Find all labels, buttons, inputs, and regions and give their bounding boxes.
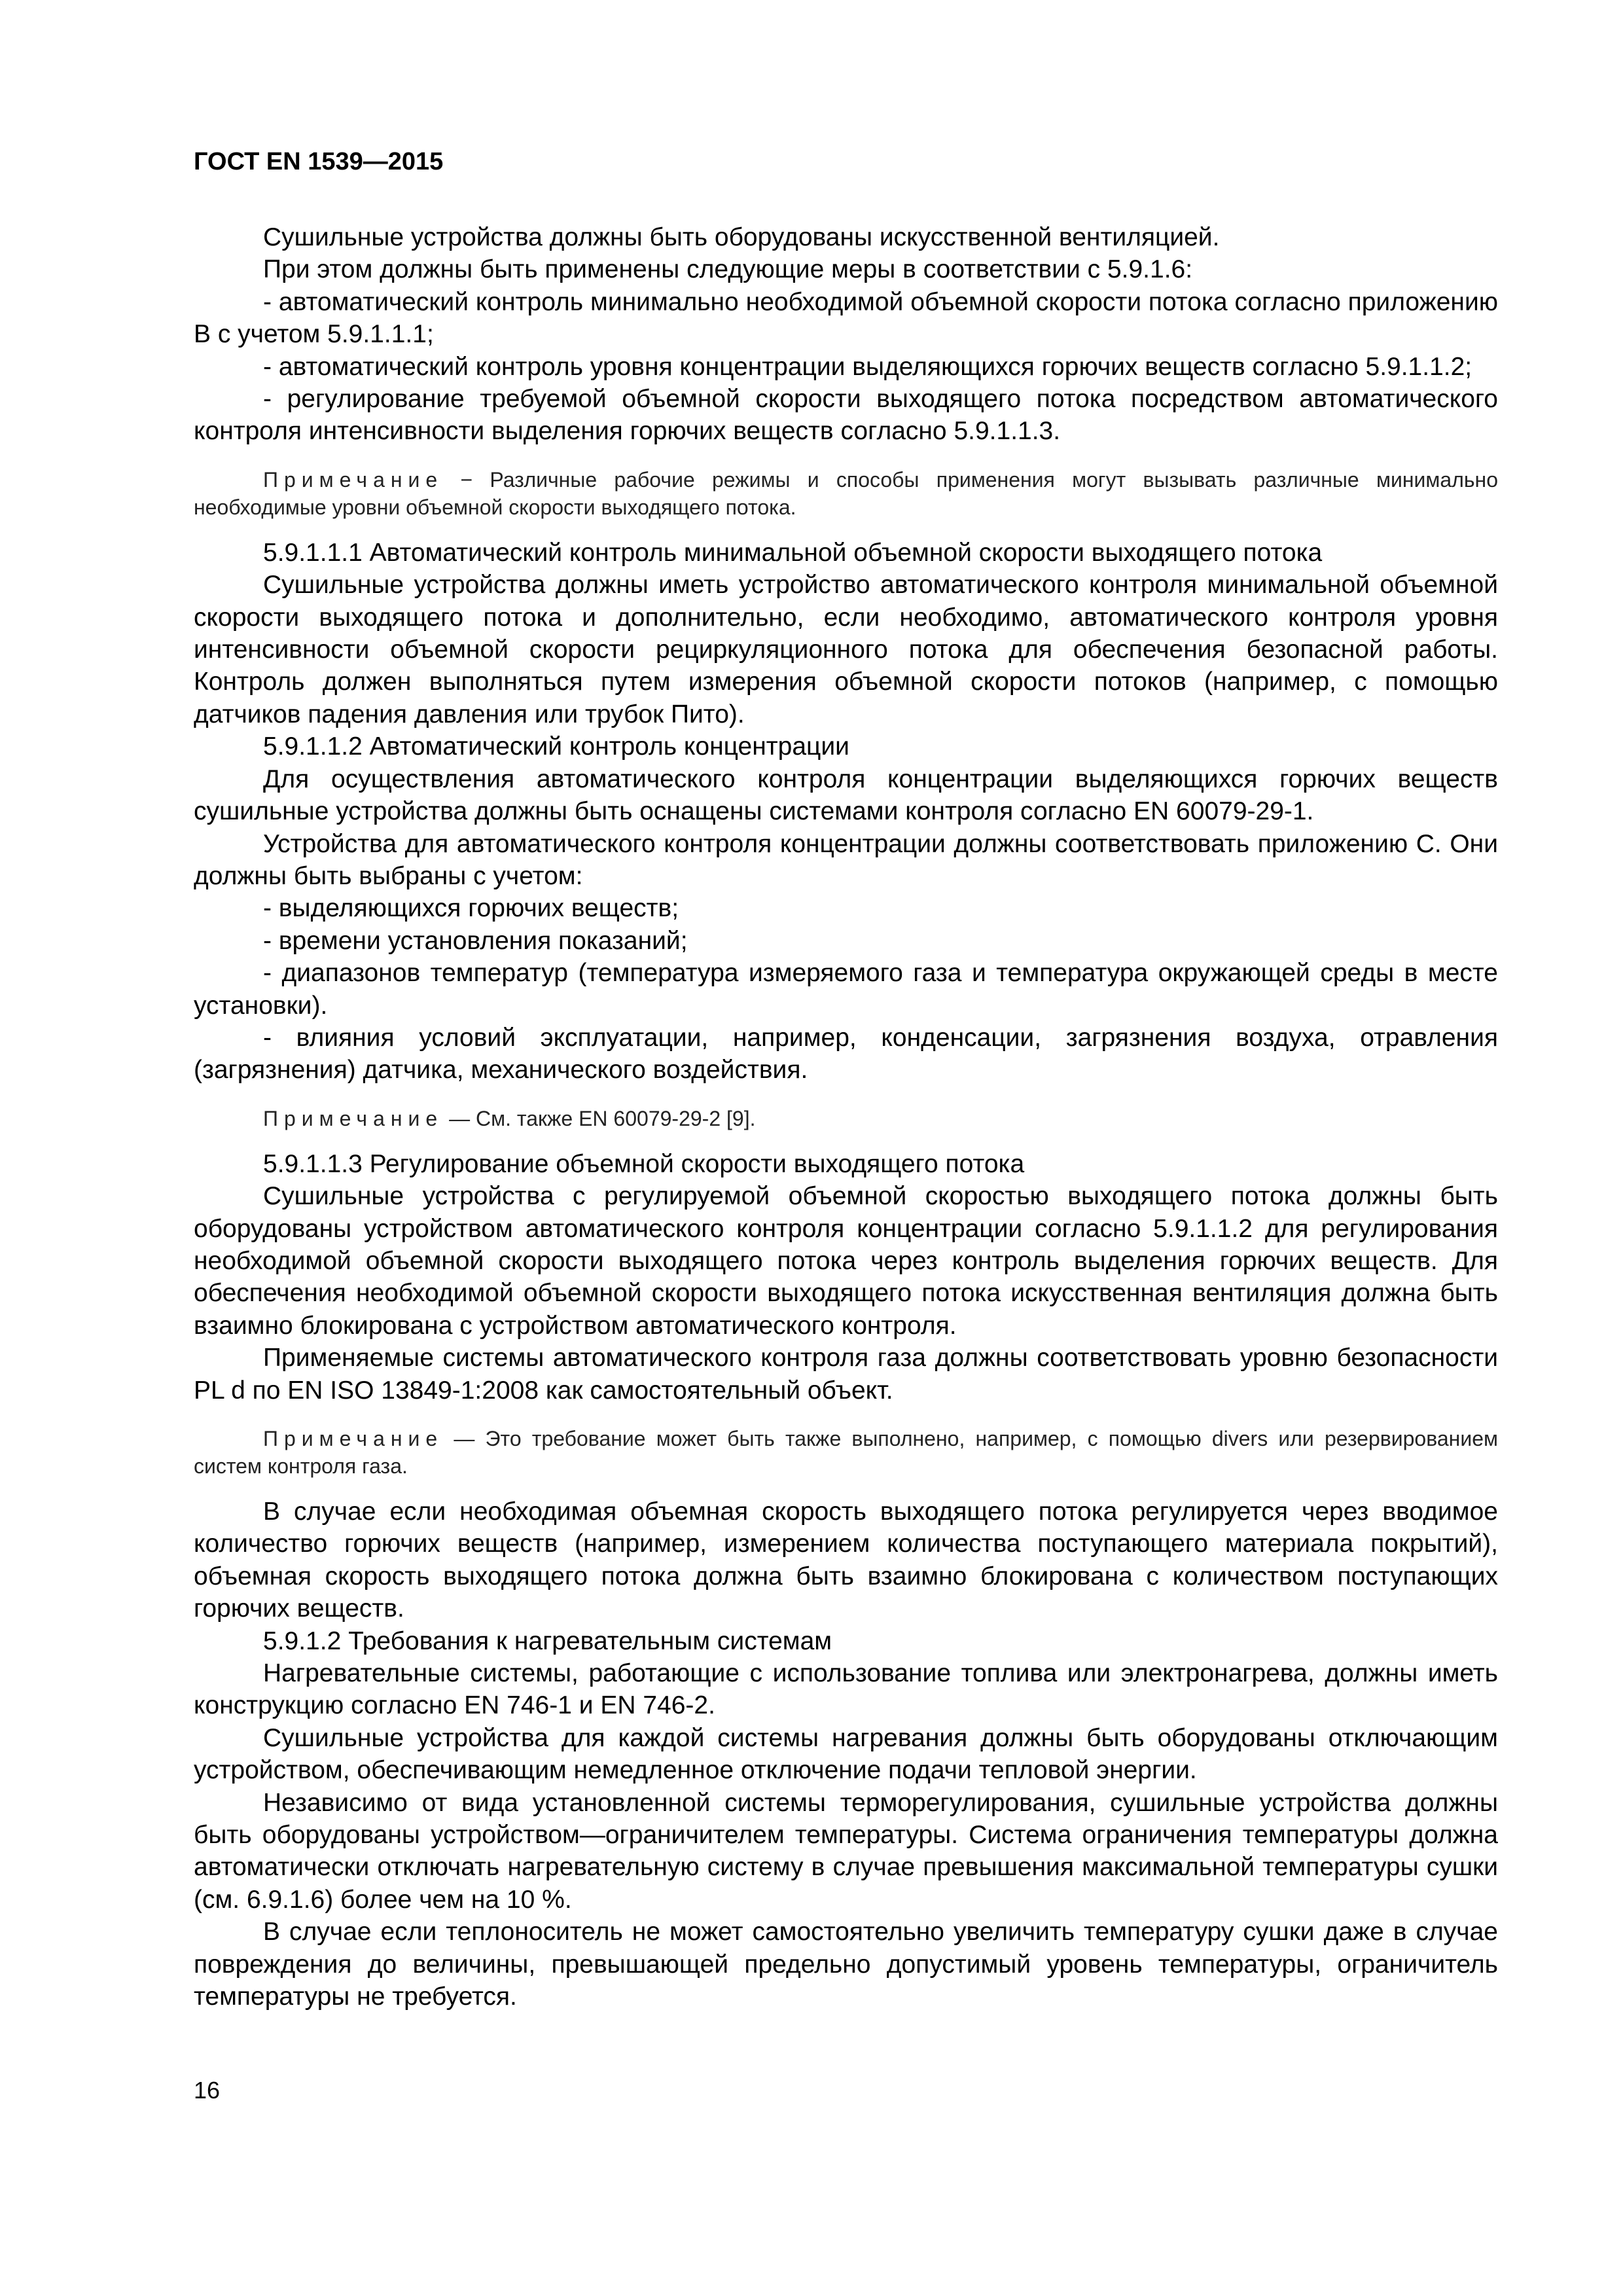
paragraph: Независимо от вида установленной системы терморегулирования, сушильные устройства должны быть оборудованы устройством—ограничителем температуры. Система ограничения температуры должна автоматически отключать нагревательную систему в случае превышения максимальной температуры сушки (см. 6.9.1.6) более чем на 10 %. [194, 1788, 1498, 1914]
note [194, 1105, 1498, 1132]
paragraph: При этом должны быть применены следующие меры в соответствии с 5.9.1.6: [263, 255, 1193, 284]
note [194, 466, 1498, 521]
document-body [194, 221, 1498, 2013]
paragraph: Сушильные устройства с регулируемой объемной скоростью выходящего потока должны быть оборудованы устройством автоматического контроля концентрации согласно 5.9.1.1.2 для регулирования необходимой объемной скорости выходящего потока через контроль выделения горючих веществ. Для обеспечения необходимой объемной скорости выходящего потока искусственная вентиляция должна быть взаимно блокирована с устройством автоматического контроля. [194, 1182, 1498, 1340]
paragraph: В случае если теплоноситель не может самостоятельно увеличить температуру сушки даже в случае повреждения до величины, превышающей предельно допустимый уровень температуры, ограничитель температуры не требуется. [194, 1918, 1498, 2011]
note-text: − Различные рабочие режимы и способы применения могут вызывать различные минимально необходимые уровни объемной скорости выходящего потока. [194, 467, 1498, 519]
section-heading: 5.9.1.1.3 Регулирование объемной скорости выходящего потока [263, 1149, 1025, 1178]
page-number: 16 [194, 2077, 221, 2104]
list-item: - автоматический контроль минимально необходимой объемной скорости потока согласно приложению В с учетом 5.9.1.1.1; [194, 287, 1498, 349]
paragraph: В случае если необходимая объемная скорость выходящего потока регулируется через вводимое количество горючих веществ (например, измерением количества поступающего материала покрытий), объемная скорость выходящего потока должна быть взаимно блокирована с количеством поступающих горючих веществ. [194, 1498, 1498, 1623]
note-text: — Это требование может быть также выполнено, например, с помощью divers или резервированием систем контроля газа. [194, 1427, 1498, 1478]
note [194, 1425, 1498, 1480]
list-item: - регулирование требуемой объемной скорости выходящего потока посредством автоматического контроля интенсивности выделения горючих веществ согласно 5.9.1.1.3. [194, 385, 1498, 446]
paragraph: Сушильные устройства должны быть оборудованы искусственной вентиляцией. [263, 223, 1220, 251]
list-item: - автоматический контроль уровня концентрации выделяющихся горючих веществ согласно 5.9.1.1.2; [263, 352, 1472, 381]
section-heading: 5.9.1.1.1 Автоматический контроль минимальной объемной скорости выходящего потока [263, 538, 1323, 567]
document-header: ГОСТ EN 1539—2015 [194, 148, 444, 175]
paragraph: Для осуществления автоматического контроля концентрации выделяющихся горючих веществ сушильные устройства должны быть оснащены системами контроля согласно EN 60079-29-1. [194, 764, 1498, 826]
paragraph: Устройства для автоматического контроля концентрации должны соответствовать приложению С. Они должны быть выбраны с учетом: [194, 829, 1498, 890]
paragraph: Применяемые системы автоматического контроля газа должны соответствовать уровню безопасности PL d по EN ISO 13849-1:2008 как самостоятельный объект. [194, 1344, 1498, 1405]
note-label: Примечание [263, 467, 444, 492]
list-item: - влияния условий эксплуатации, например, конденсации, загрязнения воздуха, отравления (загрязнения) датчика, механического воздействия. [194, 1023, 1498, 1085]
paragraph: Сушильные устройства должны иметь устройство автоматического контроля минимальной объемной скорости выходящего потока и дополнительно, если необходимо, автоматического контроля уровня интенсивности объемной скорости рециркуляционного потока для обеспечения безопасной работы. Контроль должен выполняться путем измерения объемной скорости потоков (например, с помощью датчиков падения давления или трубок Пито). [194, 571, 1498, 728]
list-item: - выделяющихся горючих веществ; [263, 894, 679, 923]
note-text: — См. также EN 60079-29-2 [9]. [443, 1106, 756, 1130]
section-heading: 5.9.1.1.2 Автоматический контроль концентрации [263, 732, 849, 761]
note-label: Примечание [263, 1427, 444, 1450]
list-item: - диапазонов температур (температура измеряемого газа и температура окружающей среды в месте установки). [194, 959, 1498, 1020]
paragraph: Нагревательные системы, работающие с использование топлива или электронагрева, должны иметь конструкцию согласно EN 746-1 и EN 746-2. [194, 1659, 1498, 1720]
section-heading: 5.9.1.2 Требования к нагревательным системам [263, 1626, 832, 1655]
note-label: Примечание [263, 1106, 444, 1130]
list-item: - времени установления показаний; [263, 926, 688, 955]
paragraph: Сушильные устройства для каждой системы нагревания должны быть оборудованы отключающим устройством, обеспечивающим немедленное отключение подачи тепловой энергии. [194, 1723, 1498, 1785]
document-page [194, 0, 1498, 2296]
